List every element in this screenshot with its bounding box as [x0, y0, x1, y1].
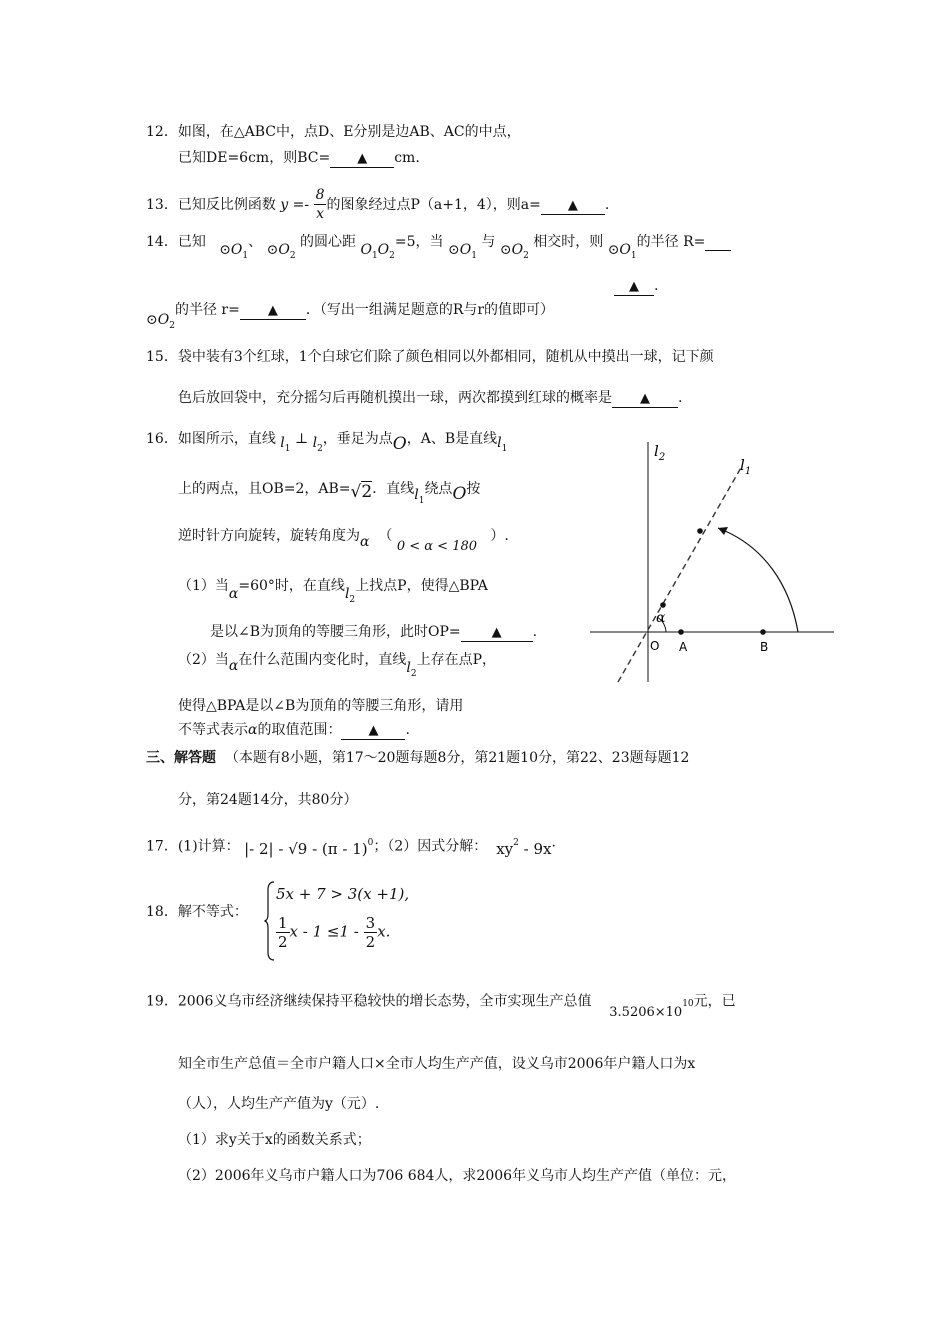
q18-frac1: $\frac{1}{2}$: [278, 914, 288, 951]
q19-line3: （人），人均生产产值为y（元）.: [178, 1096, 380, 1112]
label-A: A: [679, 640, 688, 654]
q14-R-blank-cont: ▲ .: [614, 276, 658, 296]
q14-R-blank-start[interactable]: [705, 234, 731, 251]
q19-line1: 19．2006义乌市经济继续保持平稳较快的增长态势，全市实现生产总值 $3.5206\times 10^{10}$元，已: [146, 993, 736, 1020]
label-l2: $l_2$: [654, 442, 666, 463]
q14-line3: $⊙O_2$的半径 r= ▲ ．（写出一组满足题意的R与r的值即可）: [146, 302, 555, 331]
q16-range-answer-blank[interactable]: ▲: [341, 722, 405, 740]
section3-line1: 三、解答题 （本题有8小题，第17～20题每题8分，第21题10分，第22、23题每题12: [146, 750, 690, 766]
point-on-l1-lower: [660, 602, 666, 608]
label-l1: $l_1$: [740, 456, 752, 477]
q19-part2: （2）2006年义乌市户籍人口为706 684人，求2006年义乌市人均生产产值（单位：元，: [178, 1168, 737, 1184]
q13-answer-blank[interactable]: ▲: [541, 197, 605, 215]
q16-line2: 上的两点，且OB=2，AB=√2．直线$l_1$绕点O按: [178, 481, 481, 506]
q14-line1: 14．已知 $⊙O_1$、 $⊙O_2$ 的圆心距 $O_1O_2=5$，当 $⊙O_1$ 与 $⊙O_2$ 相交时，则 $⊙O_1$的半径 R=: [146, 232, 731, 258]
point-B: [760, 629, 766, 635]
q14-R-answer-blank[interactable]: ▲: [614, 278, 654, 296]
label-B: B: [760, 640, 769, 654]
q15-answer-blank[interactable]: ▲: [612, 390, 678, 408]
point-A: [678, 629, 684, 635]
label-O: O: [650, 639, 660, 653]
q13-fraction: $\frac{8}{x}$: [315, 187, 325, 222]
q14-r-answer-blank[interactable]: ▲: [240, 302, 306, 320]
q16-OP-answer-blank[interactable]: ▲: [461, 624, 533, 642]
q19-line2: 知全市生产总值＝全市户籍人口×全市人均生产产值，设义乌市2006年户籍人口为x: [178, 1056, 696, 1072]
section3-title: 三、解答题: [146, 750, 216, 766]
q16-part1a: （1）当α=60°时，在直线$l_2$上找点P，使得△BPA: [178, 578, 488, 605]
q13-line: 13．已知反比例函数 y =- $\frac{8}{x}$ 的图象经过点P（a+1，4），则a= ▲ .: [146, 187, 610, 222]
q12-line1: 12．如图，在△ABC中，点D、E分别是边AB、AC的中点，: [146, 124, 521, 140]
q19-part1: （1）求y关于x的函数关系式；: [178, 1132, 371, 1148]
rotation-arrow: [718, 528, 798, 632]
q18-label: 18．解不等式：: [146, 904, 248, 920]
q15-line2: 色后放回袋中，充分摇匀后再随机摸出一球，两次都摸到红球的概率是 ▲ .: [178, 390, 683, 406]
q12-line2: 已知DE=6cm，则BC= ▲ cm.: [178, 150, 420, 166]
q16-line3: 逆时针方向旋转，旋转角度为α （ 0 < α < 180 ）.: [178, 528, 509, 554]
section3-line2: 分，第24题14分，共80分）: [178, 792, 358, 808]
point-on-l1-upper: [697, 528, 703, 534]
q16-figure: [590, 436, 836, 684]
q15-line1: 15．袋中装有3个红球，1个白球它们除了颜色相同以外都相同，随机从中摸出一球，记下颜: [146, 349, 714, 365]
q18-brace: [264, 880, 276, 962]
q16-line1: 16．如图所示，直线 $l_1$ ⊥ $l_2$，垂足为点O，A、B是直线$l_1$: [146, 431, 508, 454]
q12-answer-blank[interactable]: ▲: [330, 150, 394, 168]
label-alpha: α: [656, 610, 666, 626]
q16-part2a: （2）当α在什么范围内变化时，直线$l_2$上存在点P，: [178, 652, 497, 679]
q16-part2b: 使得△BPA是以∠B为顶角的等腰三角形，请用: [178, 698, 464, 714]
q16-part1b: 是以∠B为顶角的等腰三角形，此时OP= ▲ .: [210, 624, 538, 640]
q17-line: 17．(1)计算： |- 2| - √9 - (π - 1)$^0$；（2）因式分解： $xy^2 - 9x\cdot$: [146, 838, 556, 858]
q18-frac2: $\frac{3}{2}$: [365, 914, 376, 951]
q16-part2c: 不等式表示α的取值范围： ▲ .: [178, 722, 410, 738]
q18-ineq2: $\frac{1}{2}$ x - 1 ≤1 - $\frac{3}{2}$ x.: [278, 914, 391, 951]
q18-ineq1: 5x + 7 > 3(x +1),: [276, 885, 410, 903]
